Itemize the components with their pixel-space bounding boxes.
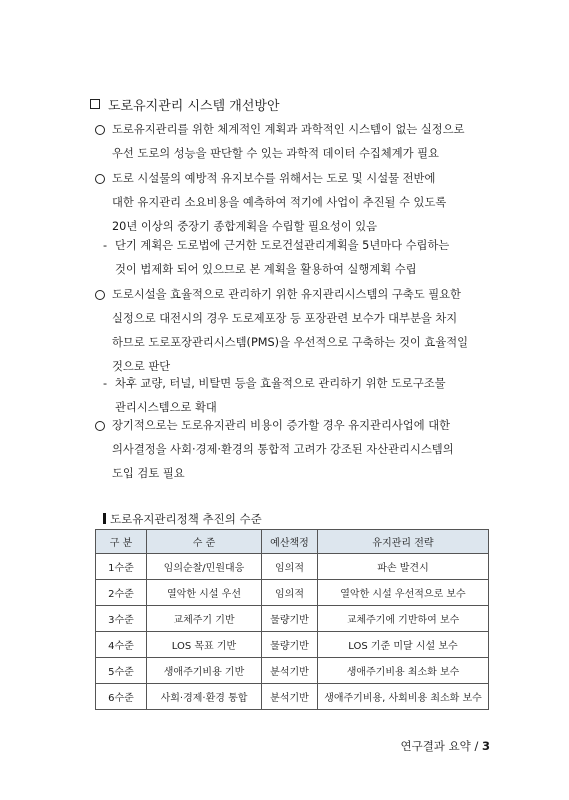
sub-item-1 xyxy=(103,234,449,282)
table-row xyxy=(96,658,489,684)
sub-item-2 xyxy=(103,372,446,420)
table-row xyxy=(96,554,489,580)
table-cell: 교체주기에 기반하여 보수 xyxy=(318,606,489,632)
table-cell: 생애주기비용 최소화 보수 xyxy=(318,658,489,684)
section-title: 도로유지관리 시스템 개선방안 xyxy=(108,99,280,114)
column-header: 예산책정 xyxy=(262,530,318,554)
circle-bullet-icon xyxy=(95,421,105,431)
table-cell: 3수준 xyxy=(96,606,147,632)
table-cell: 4수준 xyxy=(96,632,147,658)
table-cell: 물량기반 xyxy=(262,606,318,632)
table-cell: 생애주기비용 기반 xyxy=(147,658,262,684)
column-header: 수 준 xyxy=(147,530,262,554)
paragraph-line: 대한 유지관리 소요비용을 예측하여 적기에 사업이 추진될 수 있도록 xyxy=(112,196,447,209)
section-heading xyxy=(90,95,280,114)
table-row xyxy=(96,606,489,632)
paragraph-line: 우선 도로의 성능을 판단할 수 있는 과학적 데이터 수집체계가 필요 xyxy=(112,147,439,160)
column-header: 구 분 xyxy=(96,530,147,554)
table-cell: 1수준 xyxy=(96,554,147,580)
paragraph-3 xyxy=(95,283,468,379)
paragraph-line: 것으로 판단 xyxy=(112,360,171,373)
table-cell: 5수준 xyxy=(96,658,147,684)
table-cell: 열악한 시설 우선 xyxy=(147,580,262,606)
table-cell: 6수준 xyxy=(96,684,147,710)
square-bullet-icon xyxy=(90,99,100,109)
paragraph-4 xyxy=(95,414,454,486)
table-cell: 분석기반 xyxy=(262,684,318,710)
circle-bullet-icon xyxy=(95,290,105,300)
sub-item-line: 것이 법제화 되어 있으므로 본 계획을 활용하여 실행계획 수립 xyxy=(115,263,417,276)
table-row xyxy=(96,684,489,710)
sub-item-line: 차후 교량, 터널, 비탈면 등을 효율적으로 관리하기 위한 도로구조물 xyxy=(115,377,446,390)
table-cell: LOS 기준 미달 시설 보수 xyxy=(318,632,489,658)
table-cell: 생애주기비용, 사회비용 최소화 보수 xyxy=(318,684,489,710)
table-row xyxy=(96,580,489,606)
paragraph-line: 도로유지관리를 위한 체계적인 계획과 과학적인 시스템이 없는 실정으로 xyxy=(112,123,465,136)
circle-bullet-icon xyxy=(95,174,105,184)
table-title: 도로유지관리정책 추진의 수준 xyxy=(110,512,262,526)
column-header: 유지관리 전략 xyxy=(318,530,489,554)
table-cell: 사회·경제·환경 통합 xyxy=(147,684,262,710)
page-number: 3 xyxy=(481,739,490,753)
sub-item-line: 관리시스템으로 확대 xyxy=(115,401,217,414)
footer-label: 연구결과 요약 xyxy=(400,739,471,753)
table-cell: 물량기반 xyxy=(262,632,318,658)
paragraph-line: 의사결정을 사회·경제·환경의 통합적 고려가 강조된 자산관리시스템의 xyxy=(112,443,454,456)
paragraph-line: 장기적으로는 도로유지관리 비용이 증가할 경우 유지관리사업에 대한 xyxy=(112,419,451,432)
sub-item-line: 단기 계획은 도로법에 근거한 도로건설관리계획을 5년마다 수립하는 xyxy=(115,239,450,252)
table-cell: 파손 발견시 xyxy=(318,554,489,580)
table-cell: 임의순찰/민원대응 xyxy=(147,554,262,580)
paragraph-line: 실정으로 대전시의 경우 도로제포장 등 포장관련 보수가 대부분을 차지 xyxy=(112,312,458,325)
paragraph-2 xyxy=(95,167,446,239)
dash-bullet: - xyxy=(103,239,108,252)
table-cell: 임의적 xyxy=(262,554,318,580)
table-cell: 2수준 xyxy=(96,580,147,606)
table-cell: 교체주기 기반 xyxy=(147,606,262,632)
table-cell: LOS 목표 기반 xyxy=(147,632,262,658)
table-cell: 임의적 xyxy=(262,580,318,606)
circle-bullet-icon xyxy=(95,125,105,135)
paragraph-line: 20년 이상의 중장기 종합계획을 수립할 필요성이 있음 xyxy=(112,220,378,233)
paragraph-line: 도로 시설물의 예방적 유지보수를 위해서는 도로 및 시설물 전반에 xyxy=(112,172,436,185)
table-cell: 분석기반 xyxy=(262,658,318,684)
table-row xyxy=(96,632,489,658)
paragraph-line: 도입 검토 필요 xyxy=(112,467,185,480)
page-footer xyxy=(400,738,490,754)
paragraph-line: 하므로 도로포장관리시스템(PMS)을 우선적으로 구축하는 것이 효율적일 xyxy=(112,336,469,349)
policy-level-table xyxy=(95,529,489,710)
table-header-row xyxy=(96,530,489,554)
table-caption xyxy=(103,511,262,527)
table-cell: 열악한 시설 우선적으로 보수 xyxy=(318,580,489,606)
caption-bar-icon xyxy=(103,513,106,524)
paragraph-line: 도로시설을 효율적으로 관리하기 위한 유지관리시스템의 구축도 필요한 xyxy=(112,288,461,301)
paragraph-1 xyxy=(95,118,465,166)
dash-bullet: - xyxy=(103,377,108,390)
footer-separator: / xyxy=(474,739,479,753)
